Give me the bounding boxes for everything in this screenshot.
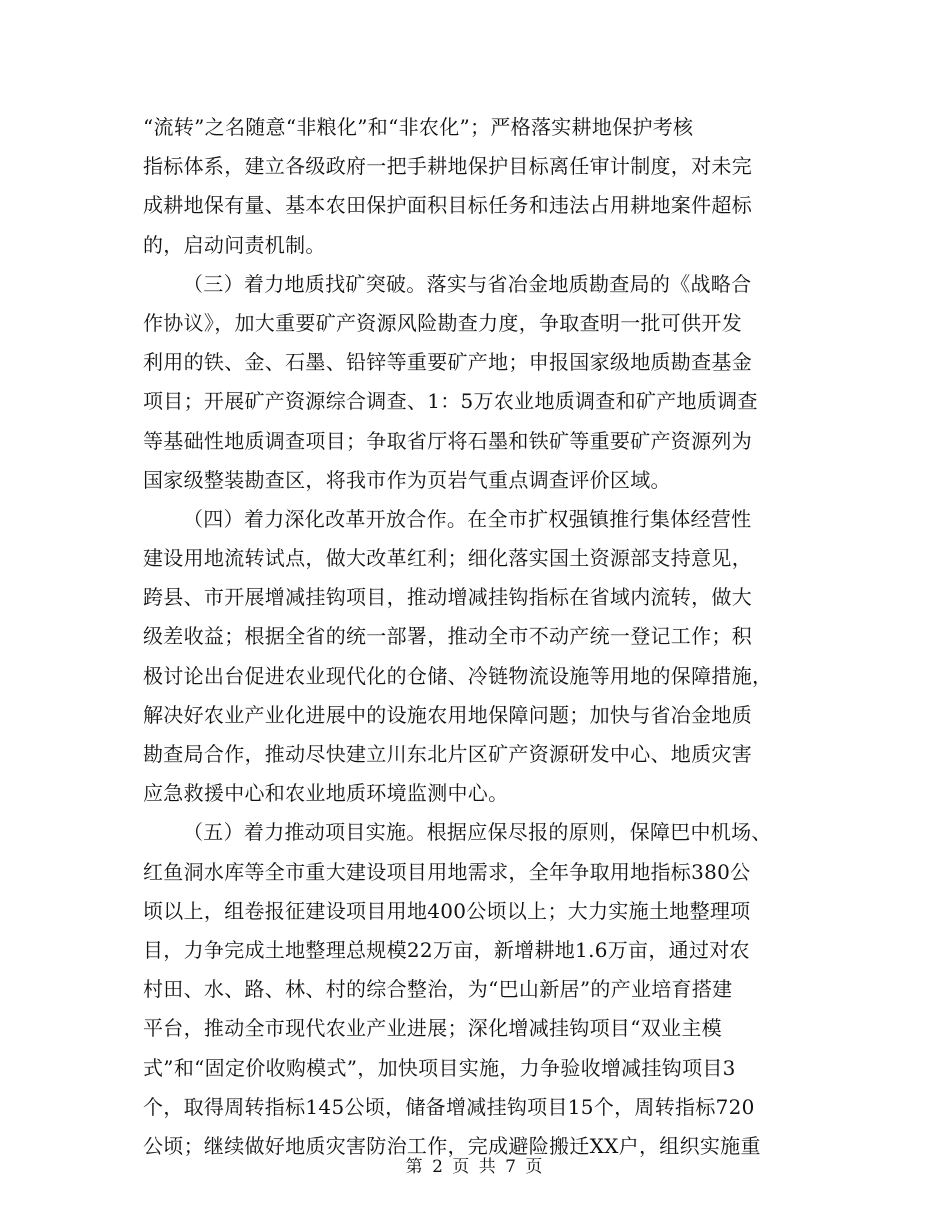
document-body: [143, 108, 823, 1166]
text-line: 利用的铁、金、石墨、铅锌等重要矿产地；申报国家级地质勘查基金: [143, 350, 752, 375]
text-line: 式”和“固定价收购模式”，加快项目实施，力争验收增减挂钩项目3: [143, 1055, 736, 1080]
text-line: “流转”之名随意“非粮化”和“非农化”；严格落实耕地保护考核: [143, 115, 694, 139]
text-line: 建设用地流转试点，做大改革红利；细化落实国土资源部支持意见，: [143, 546, 752, 571]
text-line: 跨县、市开展增减挂钩项目，推动增减挂钩指标在省域内流转，做大: [143, 585, 752, 610]
text-line: 解决好农业产业化进展中的设施农用地保障问题；加快与省冶金地质: [143, 702, 752, 727]
text-line: 指标体系，建立各级政府一把手耕地保护目标离任审计制度，对未完: [143, 154, 752, 179]
text-line: 国家级整装勘查区，将我市作为页岩气重点调查评价区域。: [143, 467, 671, 492]
text-line: 红鱼洞水库等全市重大建设项目用地需求，全年争取用地指标380公: [143, 859, 751, 884]
text-line: 目，力争完成土地整理总规模22万亩，新增耕地1.6万亩，通过对农: [143, 937, 750, 962]
text-line: 勘查局合作，推动尽快建立川东北片区矿产资源研发中心、地质灾害: [143, 742, 752, 766]
paragraph-3-start: （三）着力地质找矿突破。落实与省冶金地质勘查局的《战略合: [183, 271, 752, 296]
page-number-footer: 第 2 页 共 7 页: [405, 1157, 545, 1177]
paragraph-4-start: （四）着力深化改革开放合作。在全市扩权强镇推行集体经营性: [183, 506, 752, 531]
text-line: 等基础性地质调查项目；争取省厅将石墨和铁矿等重要矿产资源列为: [143, 428, 752, 453]
text-line: 级差收益；根据全省的统一部署，推动全市不动产统一登记工作；积: [143, 624, 752, 649]
text-line: 极讨论出台促进农业现代化的仓储、冷链物流设施等用地的保障措施，: [143, 663, 773, 688]
text-line: 作协议》，加大重要矿产资源风险勘查力度，争取查明一批可供开发: [143, 310, 742, 335]
text-line: 村田、水、路、林、村的综合整治，为“巴山新居”的产业培育搭建: [143, 977, 733, 1002]
text-line: 顷以上，组卷报征建设项目用地400公顷以上；大力实施土地整理项: [143, 898, 751, 923]
paragraph-5-start: （五）着力推动项目实施。根据应保尽报的原则，保障巴中机场、: [183, 820, 772, 845]
text-line: 公顷；继续做好地质灾害防治工作，完成避险搬迁XX户，组织实施重: [143, 1133, 761, 1158]
text-line: 成耕地保有量、基本农田保护面积目标任务和违法占用耕地案件超标: [143, 193, 752, 218]
text-line: 的，启动问责机制。: [143, 232, 326, 257]
text-line: 平台，推动全市现代农业产业进展；深化增减挂钩项目“双业主模: [143, 1016, 722, 1041]
text-line: 个，取得周转指标145公顷，储备增减挂钩项目15个，周转指标720: [143, 1094, 755, 1119]
text-line: 应急救援中心和农业地质环境监测中心。: [143, 781, 509, 806]
text-line: 项目；开展矿产资源综合调查、1：5万农业地质调查和矿产地质调查: [143, 389, 758, 414]
